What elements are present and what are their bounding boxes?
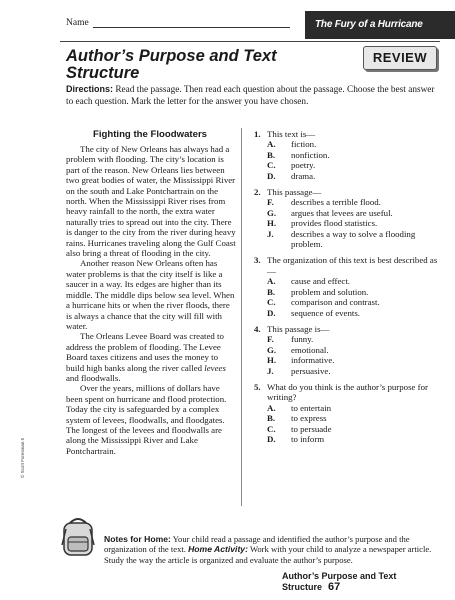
answer-option[interactable] xyxy=(254,197,444,207)
answer-option[interactable] xyxy=(254,424,444,434)
option-text: comparison and contrast. xyxy=(291,297,380,308)
answer-option[interactable] xyxy=(254,139,444,149)
option-text: to entertain xyxy=(291,402,332,413)
option-text: to inform xyxy=(291,433,325,444)
answer-option[interactable] xyxy=(254,413,444,423)
option-text: drama. xyxy=(291,170,316,181)
column-divider xyxy=(241,128,242,506)
backpack-icon xyxy=(58,515,98,559)
question-stem xyxy=(254,255,444,276)
option-letter: G. xyxy=(267,344,277,355)
page-footer xyxy=(282,571,455,593)
question-text: This text is— xyxy=(267,129,316,139)
answer-option[interactable] xyxy=(254,171,444,181)
question-number: 3. xyxy=(254,255,261,266)
option-letter: A. xyxy=(267,276,276,287)
option-letter: H. xyxy=(267,355,277,366)
notes-for-home xyxy=(104,534,444,565)
passage-title: Fighting the Floodwaters xyxy=(92,129,208,140)
answer-option[interactable] xyxy=(254,160,444,170)
option-letter: A. xyxy=(267,139,276,150)
option-letter: C. xyxy=(267,423,276,434)
option-letter: J. xyxy=(267,365,274,376)
answer-option[interactable] xyxy=(254,208,444,218)
answer-option[interactable] xyxy=(254,434,444,444)
option-text: informative. xyxy=(291,355,335,366)
option-text: sequence of events. xyxy=(291,307,361,318)
option-letter: C. xyxy=(267,297,276,308)
directions-text: Read the passage. Then read each question about the passage. Choose the best answer to each question. Mark the letter for the answer you have chosen. xyxy=(66,85,435,107)
option-text: argues that levees are useful. xyxy=(291,207,393,218)
option-letter: H. xyxy=(267,218,277,229)
question-text: This passage is— xyxy=(267,323,330,334)
directions-label: Directions: xyxy=(66,84,114,94)
answer-option[interactable] xyxy=(254,297,444,307)
option-letter: C. xyxy=(267,160,276,171)
series-title: The Fury of a Hurricane xyxy=(315,19,423,30)
option-letter: A. xyxy=(267,402,276,413)
question-number: 1. xyxy=(254,129,261,139)
option-text: funny. xyxy=(291,334,314,345)
directions xyxy=(66,84,438,108)
answer-option[interactable] xyxy=(254,218,444,228)
copyright: © Scott Foresman 5 xyxy=(20,437,25,478)
question-1 xyxy=(254,129,444,181)
option-letter: G. xyxy=(267,207,277,218)
option-letter: B. xyxy=(267,286,276,297)
question-list xyxy=(254,129,444,450)
question-number: 5. xyxy=(254,381,261,392)
option-text: fiction. xyxy=(291,139,317,150)
question-4 xyxy=(254,324,444,376)
answer-option[interactable] xyxy=(254,229,444,250)
answer-option[interactable] xyxy=(254,403,444,413)
option-letter: F. xyxy=(267,197,274,208)
question-number: 2. xyxy=(254,187,261,198)
option-text: emotional. xyxy=(291,344,329,355)
footer-title: Author’s Purpose and Text Structure xyxy=(282,571,397,592)
question-3 xyxy=(254,255,444,317)
answer-option[interactable] xyxy=(254,276,444,286)
option-letter: J. xyxy=(267,228,274,239)
option-letter: B. xyxy=(267,413,276,424)
question-text: The organization of this text is best described as— xyxy=(267,255,438,276)
option-letter: D. xyxy=(267,433,276,444)
answer-option[interactable] xyxy=(254,345,444,355)
series-title-bar xyxy=(305,11,455,39)
question-text: What do you think is the author’s purpose for writing? xyxy=(267,381,428,403)
option-text: describes a way to solve a flooding problem. xyxy=(291,228,416,250)
option-letter: D. xyxy=(267,170,276,181)
page-number: 67 xyxy=(328,581,341,593)
question-2 xyxy=(254,187,444,249)
option-text: to persuade xyxy=(291,423,332,434)
answer-option[interactable] xyxy=(254,355,444,365)
question-stem xyxy=(254,324,444,334)
name-field-line[interactable] xyxy=(93,27,290,28)
levees-term: levees xyxy=(204,362,226,373)
question-stem xyxy=(254,129,444,139)
page-title: Author’s Purpose and Text Structure xyxy=(66,47,277,82)
notes-text-2: Work with your child to analyze a newspaper article. Study the way the article is organized and evaluate the author’s purpose. xyxy=(104,544,432,565)
option-text: persuasive. xyxy=(291,365,331,376)
passage-paragraph-tail: and floodwalls. xyxy=(66,372,121,383)
notes-text: Your child read a passage and identified the author’s purpose and the organization of the text. xyxy=(104,534,410,555)
option-letter: F. xyxy=(267,334,274,345)
answer-option[interactable] xyxy=(254,287,444,297)
passage-paragraph: Another reason New Orleans often has water problems is that the city itself is like a saucer in a way. Its edges are higher than its middle. The middle dips below sea level. When a hurricane hits or when the river floods, there is always a chance that the city will fill with water. xyxy=(66,258,235,331)
passage xyxy=(66,144,236,456)
option-letter: D. xyxy=(267,307,276,318)
question-stem xyxy=(254,382,444,403)
question-5 xyxy=(254,382,444,444)
option-letter: B. xyxy=(267,149,276,160)
option-text: describes a terrible flood. xyxy=(291,197,381,208)
name-label: Name xyxy=(66,18,89,28)
passage-paragraph-text: The Orleans Levee Board was created to address the problem of flooding. The Levee Board taxes citizens and uses the money to build high banks along the river called xyxy=(66,331,224,373)
answer-option[interactable] xyxy=(254,334,444,344)
review-badge xyxy=(363,46,437,70)
passage-paragraph: The city of New Orleans has always had a problem with flooding. The city’s location is part of the reason. New Orleans lies between two great bodies of water, the Mississippi River on the south and Lake Pontchartrain on the north. When the Mississippi River rises from heavy rainfall to the north, the extra water naturally tries to spread out into the city. There is danger to the city from the river during heavy rains. Hurricanes traveling along the Gulf Coast also bring a threat of flooding in the city. xyxy=(66,144,236,259)
question-stem xyxy=(254,187,444,197)
option-text: nonfiction. xyxy=(291,149,330,160)
header-rule xyxy=(60,41,440,42)
answer-option[interactable] xyxy=(254,366,444,376)
passage-paragraph: Over the years, millions of dollars have been spent on hurricane and flood protection. Today the city is safeguarded by a complex system of levees, floodwalls, and floodgates. The longest of the levees and floodwalls are along the Mississippi River and Lake Pontchartrain. xyxy=(66,383,227,456)
question-number: 4. xyxy=(254,323,261,334)
answer-option[interactable] xyxy=(254,308,444,318)
answer-option[interactable] xyxy=(254,150,444,160)
option-text: problem and solution. xyxy=(291,286,369,297)
option-text: to express xyxy=(291,413,327,424)
home-activity-label: Home Activity: xyxy=(188,544,248,555)
option-text: cause and effect. xyxy=(291,276,351,287)
question-text: This passage— xyxy=(267,187,322,198)
option-text: poetry. xyxy=(291,160,316,171)
option-text: provides flood statistics. xyxy=(291,218,378,229)
review-badge-label: REVIEW xyxy=(372,50,428,65)
notes-label: Notes for Home: xyxy=(104,534,171,544)
passage-paragraph xyxy=(66,331,236,383)
